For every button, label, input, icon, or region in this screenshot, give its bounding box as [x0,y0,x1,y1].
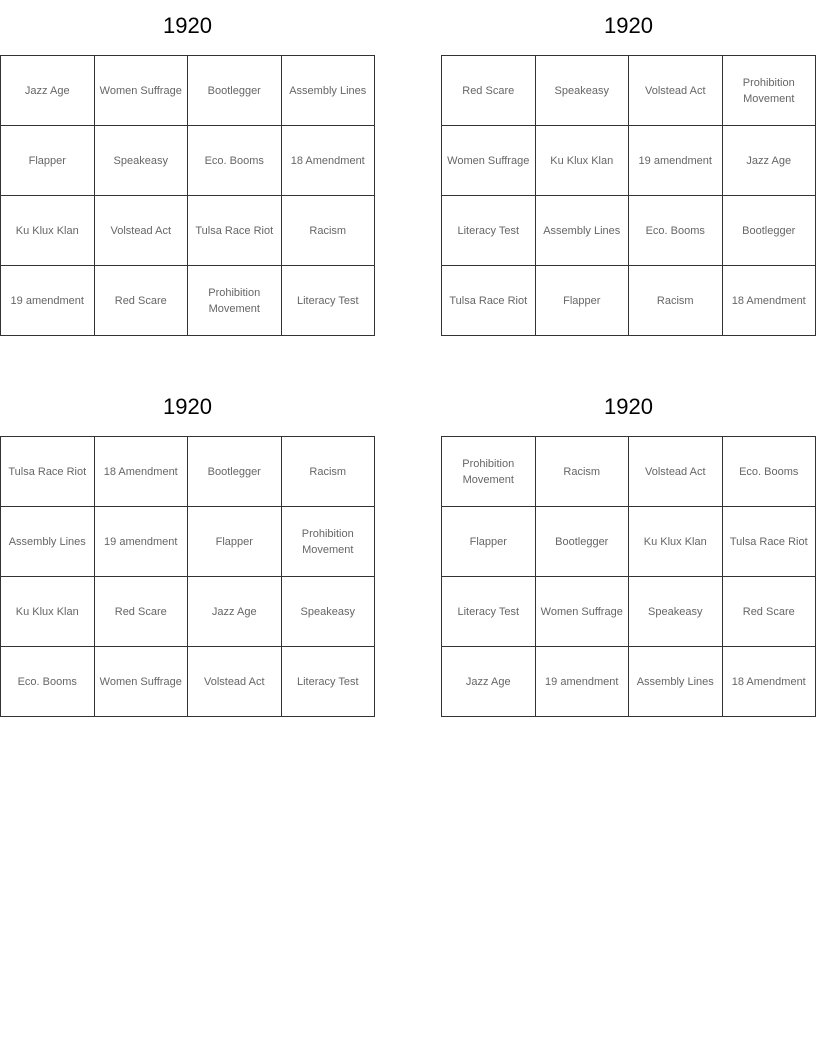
bingo-cell: Ku Klux Klan [629,507,723,577]
bingo-cell: Eco. Booms [723,437,816,507]
bingo-cell: Eco. Booms [188,126,282,196]
card-title: 1920 [163,394,212,419]
bingo-cell: Tulsa Race Riot [723,507,816,577]
bingo-cell: Tulsa Race Riot [1,437,95,507]
bingo-cell: Prohibition Movement [723,56,816,126]
bingo-cell: Bootlegger [536,507,630,577]
bingo-grid [0,55,375,336]
bingo-cell: Literacy Test [282,647,376,717]
bingo-cell: Racism [282,196,376,266]
card-title: 1920 [604,13,653,38]
bingo-cell: Flapper [188,507,282,577]
bingo-cell: Speakeasy [629,577,723,647]
bingo-cell: Women Suffrage [536,577,630,647]
bingo-grid [441,55,816,336]
bingo-cell: Flapper [1,126,95,196]
bingo-cell: Jazz Age [723,126,816,196]
bingo-cell: Volstead Act [629,56,723,126]
bingo-cell: Ku Klux Klan [1,577,95,647]
bingo-cell: Ku Klux Klan [1,196,95,266]
card-title: 1920 [163,13,212,38]
bingo-cell: Speakeasy [95,126,189,196]
bingo-cell: Racism [629,266,723,336]
bingo-grid [441,436,816,717]
bingo-cell: Eco. Booms [629,196,723,266]
bingo-cell: Volstead Act [95,196,189,266]
bingo-cell: Red Scare [723,577,816,647]
bingo-cell: Volstead Act [629,437,723,507]
bingo-cell: Assembly Lines [536,196,630,266]
bingo-card-4 [441,381,816,717]
bingo-cell: Red Scare [95,266,189,336]
bingo-cell: Bootlegger [723,196,816,266]
bingo-cell: Literacy Test [442,196,536,266]
bingo-card-2 [441,0,816,336]
bingo-cell: 19 amendment [95,507,189,577]
bingo-cell: Eco. Booms [1,647,95,717]
bingo-cell: Prohibition Movement [282,507,376,577]
bingo-cell: Flapper [442,507,536,577]
card-title: 1920 [604,394,653,419]
bingo-cell: Assembly Lines [1,507,95,577]
bingo-cell: 19 amendment [1,266,95,336]
bingo-grid [0,436,375,717]
bingo-cell: Red Scare [442,56,536,126]
bingo-cell: Jazz Age [442,647,536,717]
bingo-card-1 [0,0,375,336]
bingo-cell: Prohibition Movement [188,266,282,336]
bingo-cell: 19 amendment [536,647,630,717]
bingo-cell: Jazz Age [188,577,282,647]
bingo-cell: 18 Amendment [723,647,816,717]
bingo-cell: Women Suffrage [95,56,189,126]
bingo-cell: Bootlegger [188,437,282,507]
bingo-cell: Speakeasy [282,577,376,647]
bingo-cell: Bootlegger [188,56,282,126]
bingo-cell: 18 Amendment [282,126,376,196]
bingo-cell: Prohibition Movement [442,437,536,507]
bingo-cell: Women Suffrage [442,126,536,196]
bingo-card-3 [0,381,375,717]
bingo-cell: Volstead Act [188,647,282,717]
bingo-cell: Women Suffrage [95,647,189,717]
bingo-cell: Tulsa Race Riot [188,196,282,266]
bingo-cell: Jazz Age [1,56,95,126]
bingo-cell: Assembly Lines [282,56,376,126]
bingo-cell: Flapper [536,266,630,336]
bingo-cell: Assembly Lines [629,647,723,717]
bingo-cell: Ku Klux Klan [536,126,630,196]
bingo-cell: Racism [536,437,630,507]
bingo-cell: Racism [282,437,376,507]
bingo-cell: 18 Amendment [95,437,189,507]
bingo-cell: Red Scare [95,577,189,647]
bingo-cell: Literacy Test [442,577,536,647]
bingo-cell: Speakeasy [536,56,630,126]
bingo-cell: 18 Amendment [723,266,816,336]
bingo-cell: 19 amendment [629,126,723,196]
bingo-cell: Tulsa Race Riot [442,266,536,336]
bingo-cell: Literacy Test [282,266,376,336]
